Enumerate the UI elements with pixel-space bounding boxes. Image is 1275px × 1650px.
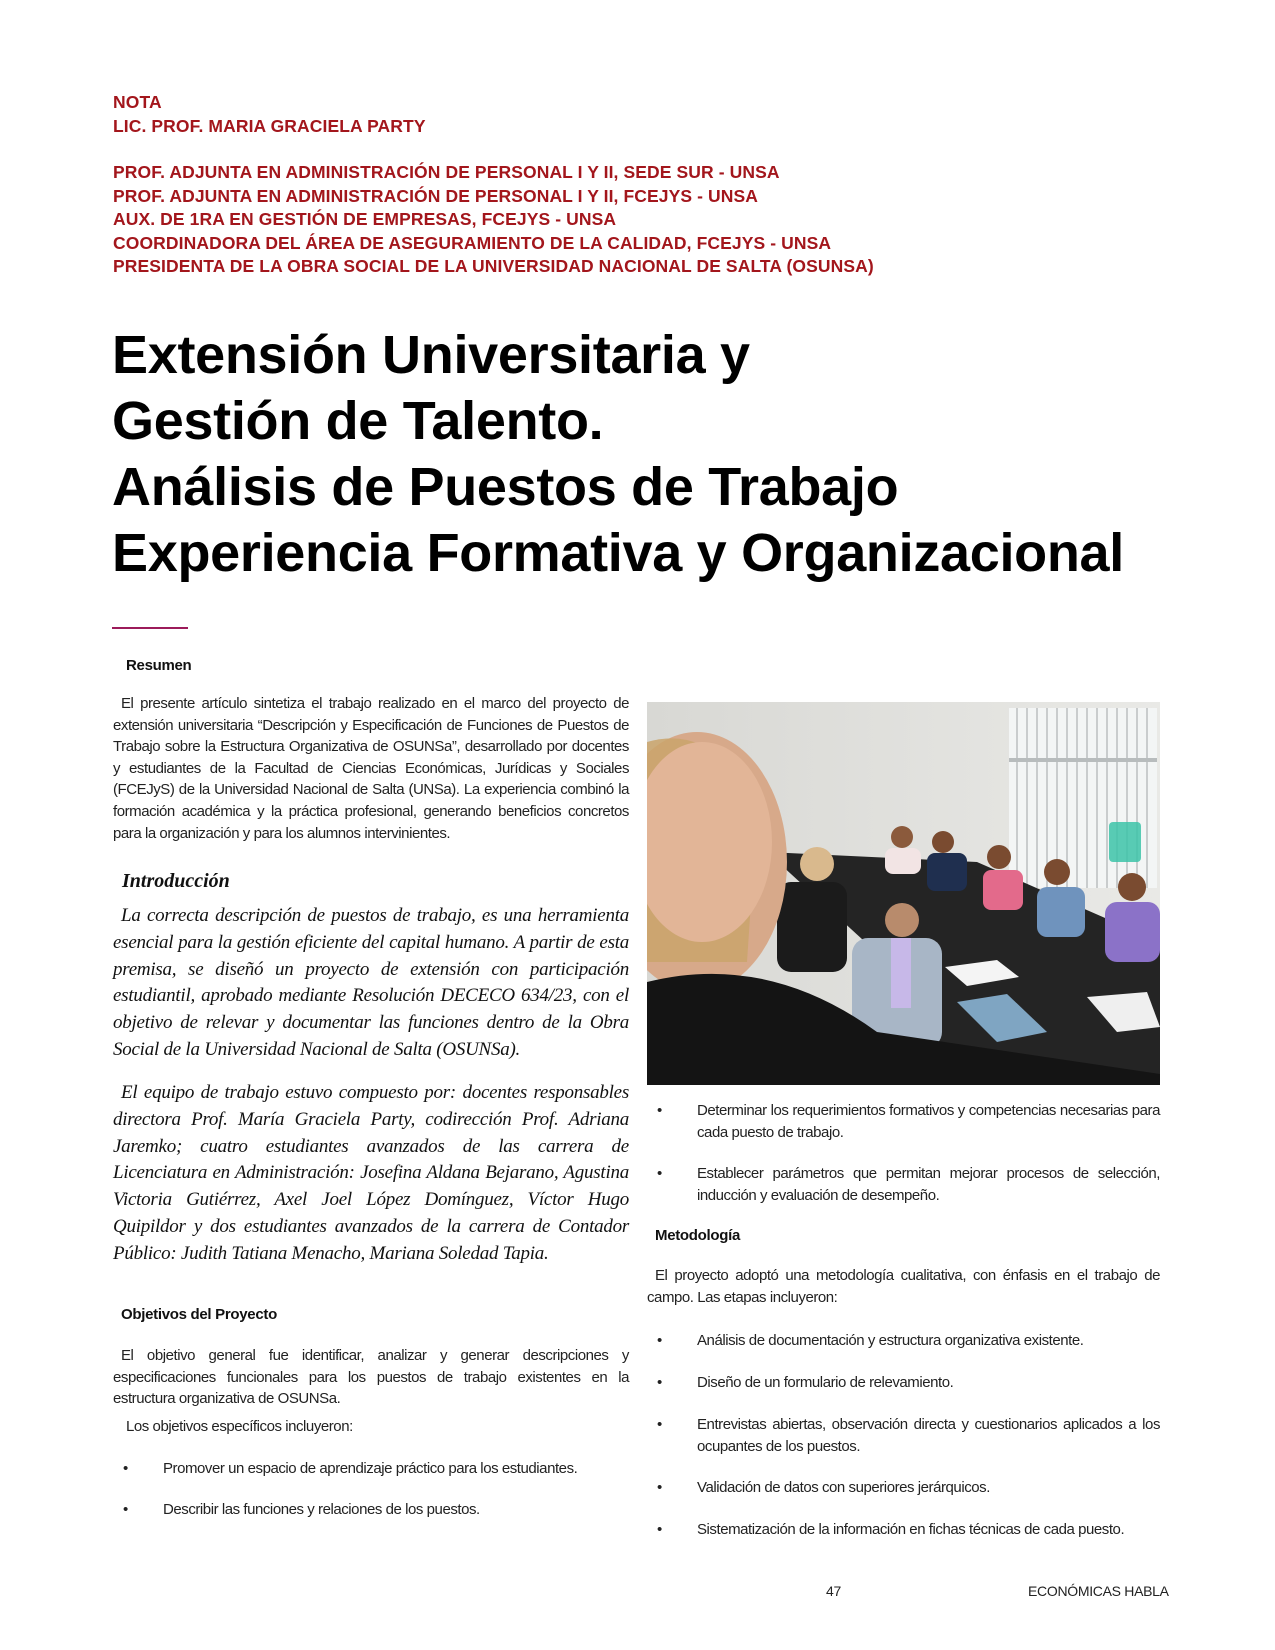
objetivos-heading: Objetivos del Proyecto (121, 1306, 277, 1323)
author-block (113, 91, 1013, 279)
metodologia-list-item: • Entrevistas abiertas, observación directa y cuestionarios aplicados a los ocupantes de los puestos. (647, 1414, 1160, 1457)
introduccion-paragraph-2: El equipo de trabajo estuvo compuesto por: docentes responsables directora Prof. María Graciela Party, codirección Prof. Adriana Jaremko; cuatro estudiantes avanzados de las carrera de Licenciatura en Administración: Josefina Aldana Bejarano, Agustina Victoria Gutiérrez, Axel Joel López Domínguez, Víctor Hugo Quipildor y dos estudiantes avanzados de la carrera de Contador Público: Judith Tatiana Menacho, Mariana Soledad Tapia. (113, 1082, 629, 1264)
resumen-heading: Resumen (126, 657, 192, 674)
author-name: LIC. PROF. MARIA GRACIELA PARTY (113, 115, 426, 136)
publication-name: ECONÓMICAS HABLA (1028, 1583, 1169, 1599)
title-line: Análisis de Puestos de Trabajo (112, 457, 899, 517)
article-title (112, 322, 1212, 586)
bullet-icon: • (657, 1416, 662, 1433)
metodologia-list-item: • Sistematización de la información en fichas técnicas de cada puesto. (647, 1519, 1160, 1541)
metodologia-heading: Metodología (655, 1227, 741, 1244)
bullet-icon: • (123, 1501, 128, 1518)
affiliation: COORDINADORA DEL ÁREA DE ASEGURAMIENTO DE LA CALIDAD, FCEJYS - UNSA (113, 232, 832, 253)
objetivos-general-text: El objetivo general fue identificar, analizar y generar descripciones y especificaciones funcionales para los puestos de trabajo existentes en la estructura organizativa de OSUNSa. (113, 1347, 629, 1408)
bullet-icon: • (657, 1165, 662, 1182)
title-line: Experiencia Formativa y Organizacional (112, 523, 1124, 583)
metodologia-list-item: • Análisis de documentación y estructura organizativa existente. (647, 1330, 1160, 1352)
section-label: NOTA (113, 92, 162, 112)
metodologia-list-item: • Diseño de un formulario de relevamiento. (647, 1372, 1160, 1394)
affiliation: PROF. ADJUNTA EN ADMINISTRACIÓN DE PERSONAL I Y II, FCEJYS - UNSA (113, 185, 759, 206)
bullet-icon: • (657, 1332, 662, 1349)
objetivo-list-item: • Determinar los requerimientos formativos y competencias necesarias para cada puesto de trabajo. (647, 1100, 1160, 1143)
objetivos-especificos-intro: Los objetivos específicos incluyeron: (126, 1418, 353, 1435)
bullet-icon: • (657, 1374, 662, 1391)
bullet-icon: • (657, 1102, 662, 1119)
bullet-icon: • (657, 1521, 662, 1538)
bullet-icon: • (657, 1479, 662, 1496)
bullet-icon: • (123, 1460, 128, 1477)
objetivo-list-item: • Establecer parámetros que permitan mejorar procesos de selección, inducción y evaluación de desempeño. (647, 1163, 1160, 1206)
resumen-text: El presente artículo sintetiza el trabajo realizado en el marco del proyecto de extensión universitaria “Descripción y Especificación de Funciones de Puestos de Trabajo sobre la Estructura Organizativa de OSUNSa”, desarrollado por docentes y estudiantes de la Facultad de Ciencias Económicas, Jurídicas y Sociales (FCEJyS) de la Universidad Nacional de Salta (UNSa). La experiencia combinó la formación académica y la práctica profesional, generando beneficios concretos para la organización y para los alumnos intervinientes. (113, 695, 629, 842)
objetivo-list-item: • Describir las funciones y relaciones de los puestos. (113, 1499, 629, 1521)
title-divider (112, 627, 188, 629)
team-photo (647, 702, 1160, 1085)
affiliation: PRESIDENTA DE LA OBRA SOCIAL DE LA UNIVERSIDAD NACIONAL DE SALTA (OSUNSA) (113, 256, 874, 276)
title-line: Extensión Universitaria y (112, 325, 750, 385)
metodologia-text: El proyecto adoptó una metodología cualitativa, con énfasis en el trabajo de campo. Las etapas incluyeron: (647, 1267, 1160, 1306)
introduccion-heading: Introducción (122, 870, 230, 892)
objetivo-list-item: • Promover un espacio de aprendizaje práctico para los estudiantes. (113, 1458, 629, 1480)
team-photo-illustration (647, 702, 1160, 1085)
page-number: 47 (826, 1583, 841, 1599)
affiliation: PROF. ADJUNTA EN ADMINISTRACIÓN DE PERSONAL I Y II, SEDE SUR - UNSA (113, 162, 780, 182)
affiliation: AUX. DE 1RA EN GESTIÓN DE EMPRESAS, FCEJYS - UNSA (113, 209, 617, 229)
title-line: Gestión de Talento. (112, 391, 604, 451)
introduccion-paragraph-1: La correcta descripción de puestos de trabajo, es una herramienta esencial para la gestión eficiente del capital humano. A partir de esta premisa, se diseñó un proyecto de extensión con participación estudiantil, aprobado mediante Resolución DECECO 634/23, con el objetivo de relevar y documentar las funciones dentro de la Obra Social de la Universidad Nacional de Salta (OSUNSa). (113, 905, 629, 1060)
metodologia-list-item: • Validación de datos con superiores jerárquicos. (647, 1477, 1160, 1499)
